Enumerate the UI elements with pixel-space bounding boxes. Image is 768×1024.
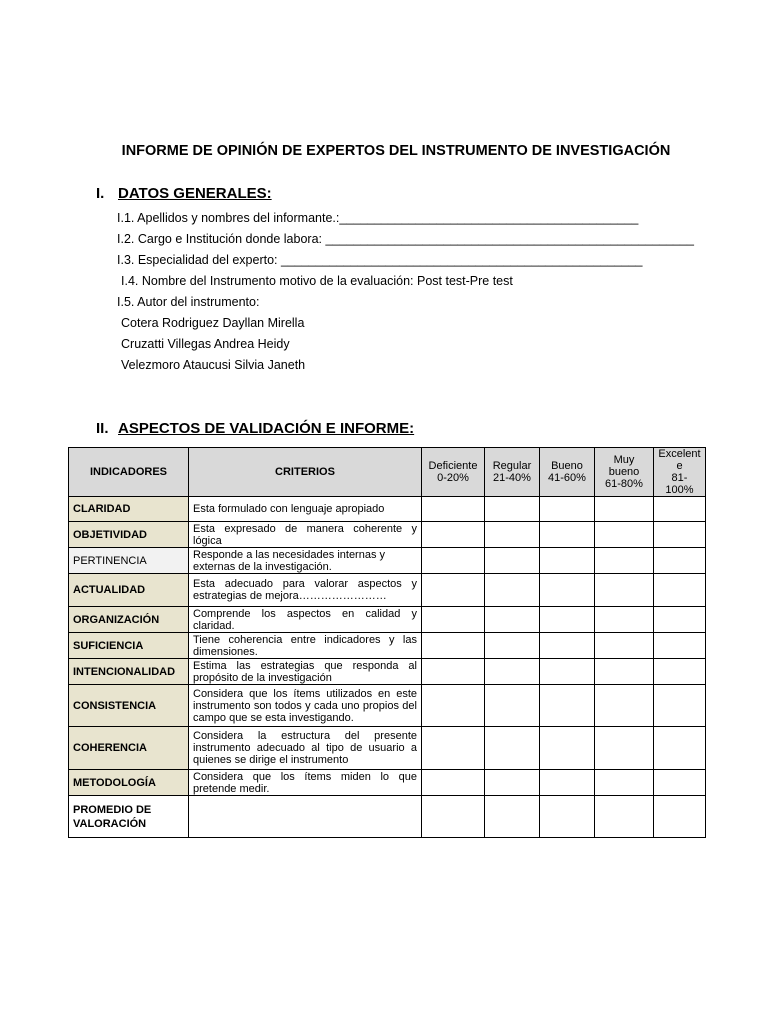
field-especialidad[interactable]: I.3. Especialidad del experto: ____________________________________________________ (117, 253, 643, 267)
score-cell[interactable] (595, 633, 654, 659)
header-regular (485, 448, 540, 497)
score-cell[interactable] (485, 633, 540, 659)
score-cell[interactable] (654, 497, 706, 522)
score-cell[interactable] (422, 497, 485, 522)
score-cell[interactable] (485, 522, 540, 548)
score-cell[interactable] (485, 574, 540, 607)
score-cell[interactable] (595, 522, 654, 548)
score-cell[interactable] (595, 727, 654, 770)
scale-range: 61-80% (605, 478, 643, 490)
indicator-cell: SUFICIENCIA (69, 633, 189, 659)
score-cell[interactable] (422, 685, 485, 727)
table-row (69, 548, 706, 574)
score-cell[interactable] (595, 497, 654, 522)
scale-name: Muy bueno (608, 454, 640, 478)
document-title: INFORME DE OPINIÓN DE EXPERTOS DEL INSTRUMENTO DE INVESTIGACIÓN (121, 143, 671, 159)
header-muy-bueno (595, 448, 654, 497)
indicator-cell: INTENCIONALIDAD (69, 659, 189, 685)
promedio-label: PROMEDIO DE VALORACIÓN (69, 796, 189, 838)
author-name: Cotera Rodriguez Dayllan Mirella (121, 316, 305, 330)
score-cell[interactable] (595, 607, 654, 633)
table-row (69, 685, 706, 727)
indicator-cell: OBJETIVIDAD (69, 522, 189, 548)
criterion-cell: Considera que los ítems miden lo que pretende medir. (189, 770, 422, 796)
table-row (69, 497, 706, 522)
score-cell[interactable] (422, 796, 485, 838)
score-cell[interactable] (540, 685, 595, 727)
table-row (69, 659, 706, 685)
score-cell[interactable] (485, 727, 540, 770)
table-row (69, 727, 706, 770)
indicator-cell: METODOLOGÍA (69, 770, 189, 796)
field-autor-label: I.5. Autor del instrumento: (117, 295, 260, 309)
indicator-cell: PERTINENCIA (69, 548, 189, 574)
header-criterios: CRITERIOS (189, 448, 422, 497)
score-cell[interactable] (540, 548, 595, 574)
indicator-cell: CLARIDAD (69, 497, 189, 522)
score-cell[interactable] (540, 607, 595, 633)
score-cell[interactable] (654, 685, 706, 727)
header-indicadores: INDICADORES (69, 448, 189, 497)
score-cell[interactable] (595, 685, 654, 727)
table-row (69, 522, 706, 548)
author-name: Cruzatti Villegas Andrea Heidy (121, 337, 290, 351)
score-cell[interactable] (654, 633, 706, 659)
score-cell[interactable] (654, 796, 706, 838)
score-cell[interactable] (422, 659, 485, 685)
scale-name: Bueno (551, 460, 583, 472)
score-cell[interactable] (485, 548, 540, 574)
score-cell[interactable] (422, 770, 485, 796)
scale-name: Regular (492, 460, 532, 472)
field-instrumento: I.4. Nombre del Instrumento motivo de la evaluación: Post test-Pre test (121, 274, 513, 288)
score-cell[interactable] (540, 497, 595, 522)
criterion-cell: Responde a las necesidades internas y externas de la investigación. (189, 548, 422, 574)
criterion-cell: Esta formulado con lenguaje apropiado (189, 497, 422, 522)
score-cell[interactable] (595, 796, 654, 838)
score-cell[interactable] (422, 727, 485, 770)
score-cell[interactable] (654, 727, 706, 770)
table-row (69, 770, 706, 796)
section-2-number: II. (96, 420, 109, 437)
score-cell[interactable] (654, 770, 706, 796)
indicator-cell: COHERENCIA (69, 727, 189, 770)
criterion-cell: Estima las estrategias que responda al propósito de la investigación (189, 659, 422, 685)
score-cell[interactable] (540, 796, 595, 838)
score-cell[interactable] (654, 574, 706, 607)
indicator-cell: CONSISTENCIA (69, 685, 189, 727)
table-row (69, 607, 706, 633)
score-cell[interactable] (485, 607, 540, 633)
score-cell[interactable] (654, 607, 706, 633)
table-row (69, 633, 706, 659)
criterion-cell: Comprende los aspectos en calidad y claridad. (189, 607, 422, 633)
scale-name: Deficiente (428, 460, 478, 472)
section-1-title: DATOS GENERALES: (118, 185, 272, 202)
score-cell[interactable] (485, 770, 540, 796)
header-deficiente (422, 448, 485, 497)
score-cell[interactable] (595, 659, 654, 685)
score-cell[interactable] (422, 633, 485, 659)
score-cell[interactable] (654, 659, 706, 685)
score-cell[interactable] (540, 633, 595, 659)
score-cell[interactable] (595, 548, 654, 574)
criterion-cell: Tiene coherencia entre indicadores y las dimensiones. (189, 633, 422, 659)
indicator-cell: ORGANIZACIÓN (69, 607, 189, 633)
score-cell[interactable] (654, 548, 706, 574)
criterion-cell: Considera que los ítems utilizados en este instrumento son todos y cada uno propios del campo que se esta investigando. (189, 685, 422, 727)
scale-range: 81-100% (665, 472, 694, 496)
score-cell[interactable] (422, 607, 485, 633)
indicator-cell: ACTUALIDAD (69, 574, 189, 607)
author-name: Velezmoro Ataucusi Silvia Janeth (121, 358, 306, 372)
section-2-heading (96, 420, 414, 437)
score-cell[interactable] (485, 685, 540, 727)
header-bueno (540, 448, 595, 497)
criterion-cell: Esta adecuado para valorar aspectos y estrategias de mejora…………………… (189, 574, 422, 607)
score-cell[interactable] (540, 522, 595, 548)
scale-range: 21-40% (493, 472, 531, 484)
section-1-number: I. (96, 185, 105, 202)
header-excelente (654, 448, 706, 497)
scale-name-cont: e (676, 460, 683, 472)
field-informante[interactable]: I.1. Apellidos y nombres del informante.:___________________________________________ (117, 211, 639, 225)
score-cell[interactable] (654, 522, 706, 548)
section-1-heading (96, 185, 272, 202)
score-cell[interactable] (540, 727, 595, 770)
field-cargo[interactable]: I.2. Cargo e Institución donde labora: _____________________________________________________ (117, 232, 694, 246)
score-cell[interactable] (540, 574, 595, 607)
table-row-promedio (69, 796, 706, 838)
criterion-cell: Considera la estructura del presente instrumento adecuado al tipo de usuario a quienes se dirige el instrumento (189, 727, 422, 770)
score-cell[interactable] (595, 574, 654, 607)
score-cell[interactable] (595, 770, 654, 796)
score-cell[interactable] (485, 497, 540, 522)
score-cell[interactable] (485, 796, 540, 838)
scale-name: Excelent (658, 448, 701, 460)
validation-table (68, 447, 706, 838)
score-cell[interactable] (540, 659, 595, 685)
scale-range: 0-20% (437, 472, 469, 484)
scale-range: 41-60% (548, 472, 586, 484)
score-cell[interactable] (540, 770, 595, 796)
score-cell[interactable] (422, 522, 485, 548)
table-header-row (69, 448, 706, 497)
score-cell[interactable] (485, 659, 540, 685)
table-row (69, 574, 706, 607)
score-cell[interactable] (422, 548, 485, 574)
criterion-cell: Esta expresado de manera coherente y lógica (189, 522, 422, 548)
section-2-title: ASPECTOS DE VALIDACIÓN E INFORME: (118, 420, 415, 437)
score-cell[interactable] (422, 574, 485, 607)
promedio-criterio-cell (189, 796, 422, 838)
